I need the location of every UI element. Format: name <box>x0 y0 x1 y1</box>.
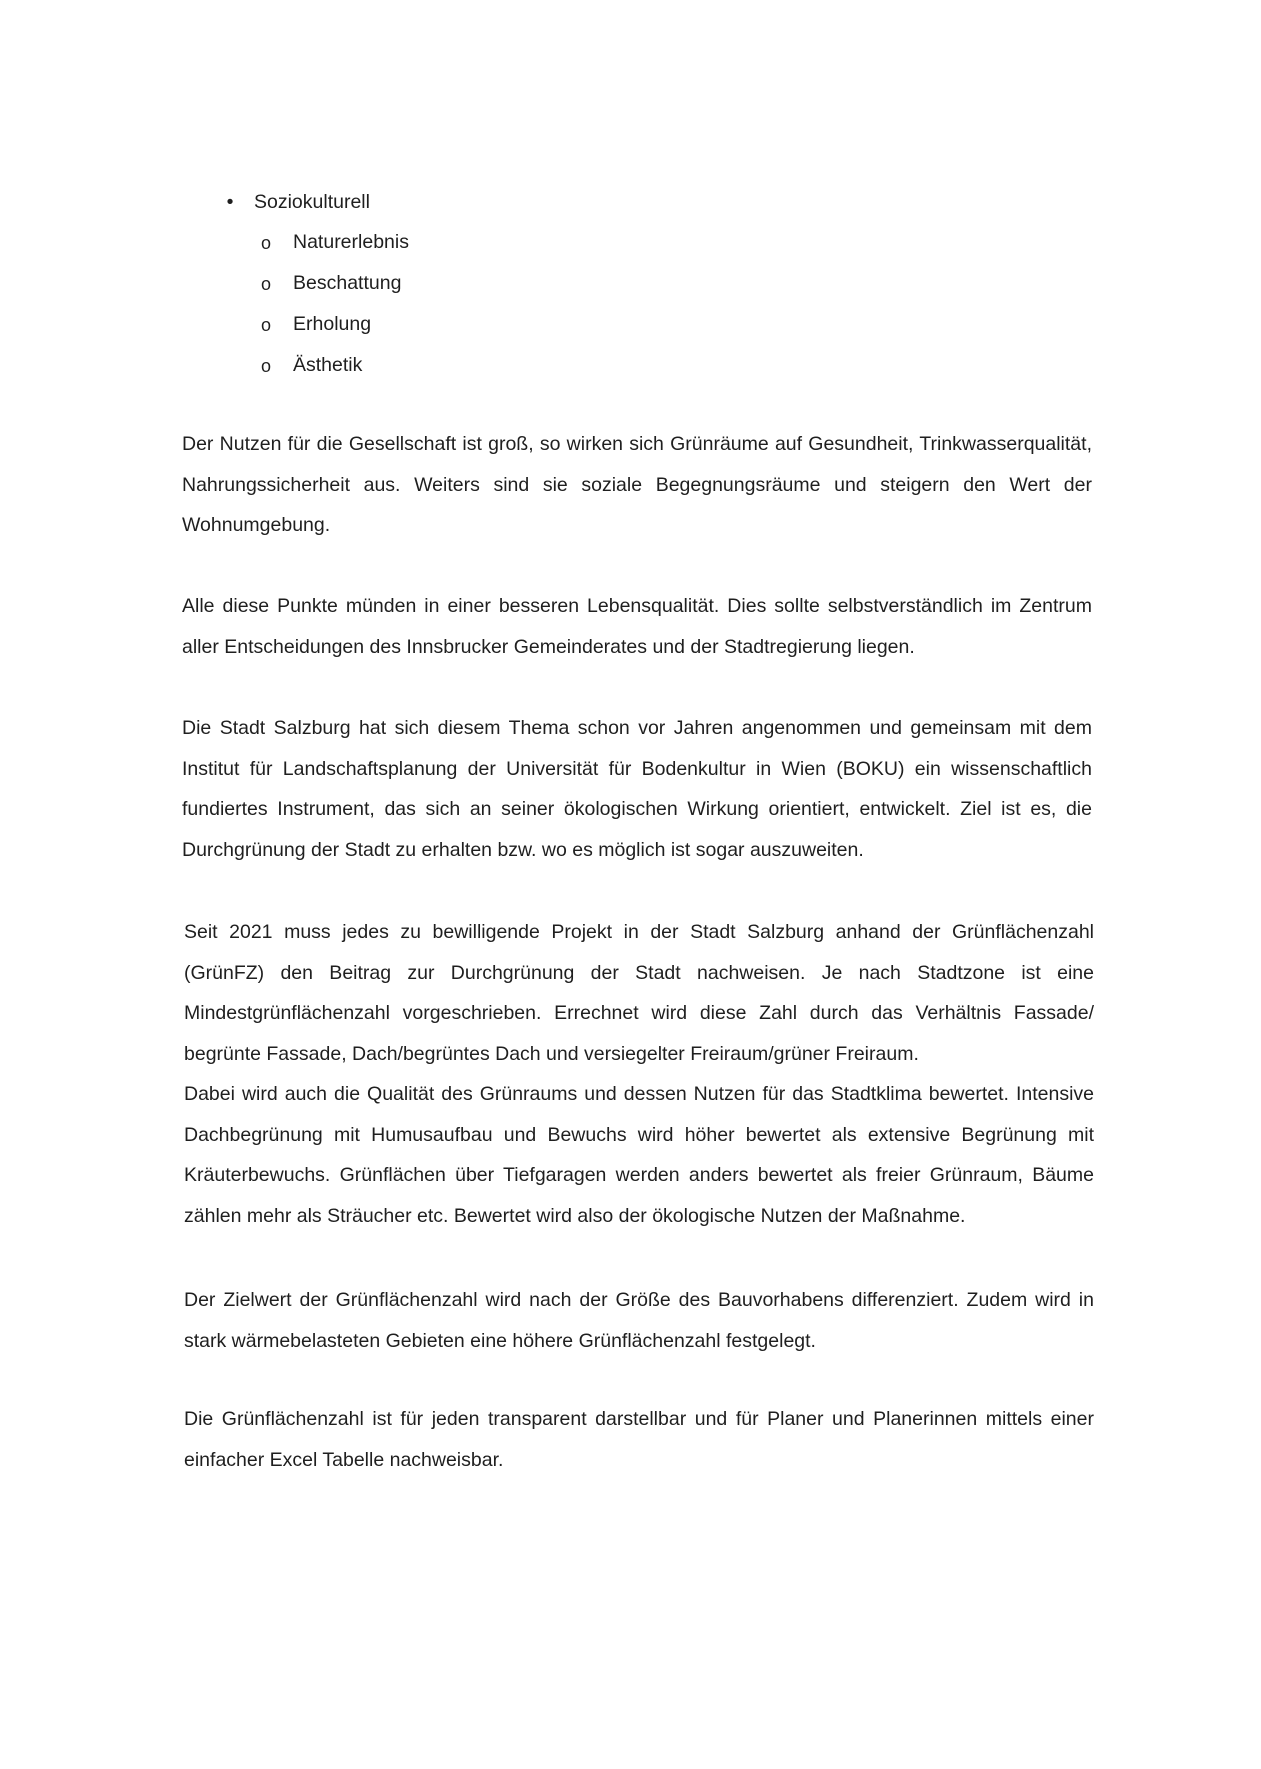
sub-list-item-label: Erholung <box>293 313 372 335</box>
list-item-label: Soziokulturell <box>254 191 370 213</box>
paragraph-zielwert: Der Zielwert der Grünflächenzahl wird nach der Größe des Bauvorhabens differenziert. Zudem wird in stark wärmebelasteten Gebieten eine höhere Grünflächenzahl festgelegt. <box>184 1289 1094 1352</box>
circle-bullet-icon: o <box>260 356 271 376</box>
sub-list-item-label: Ästhetik <box>293 354 363 376</box>
paragraph-nutzen: Der Nutzen für die Gesellschaft ist groß, so wirken sich Grünräume auf Gesundheit, Trinkwasserqualität, Nahrungssicherheit aus. Weiters sind sie soziale Begegnungsräume und steigern den Wert der Wohnumgebung. <box>182 433 1092 536</box>
bullet-dot-icon: • <box>226 191 234 213</box>
sub-list-item <box>258 351 442 379</box>
bullet-list <box>220 188 409 392</box>
paragraph-gruenfz: Seit 2021 muss jedes zu bewilligende Projekt in der Stadt Salzburg anhand der Grünflächenzahl (GrünFZ) den Beitrag zur Durchgrünung der Stadt nachweisen. Je nach Stadtzone ist eine Mindestgrünflächenzahl vorgeschrieben. Errechnet wird diese Zahl durch das Verhältnis Fassade/ begrünte Fassade, Dach/begrüntes Dach und versiegelter Freiraum/grüner Freiraum. <box>184 921 1094 1065</box>
paragraph-gruenfz-block <box>184 912 1094 1236</box>
sub-list-wrapper <box>220 228 409 379</box>
sub-list-item <box>258 228 442 256</box>
sub-list-item <box>258 310 442 338</box>
circle-bullet-icon: o <box>260 233 271 253</box>
list-item-soziokulturell <box>220 188 370 216</box>
sub-list-item-label: Beschattung <box>293 272 402 294</box>
sub-list-item <box>258 269 442 297</box>
sub-bullet-list <box>258 228 442 379</box>
sub-list-item-label: Naturerlebnis <box>293 231 409 253</box>
paragraph-bewertung: Dabei wird auch die Qualität des Grünraums und dessen Nutzen für das Stadtklima bewertet. Intensive Dachbegrünung mit Humusaufbau und Bewuchs wird höher bewertet als extensive Begrünung mit Kräuterbewuchs. Grünflächen über Tiefgaragen werden anders bewertet als freier Grünraum, Bäume zählen mehr als Sträucher etc. Bewertet wird also der ökologische Nutzen der Maßnahme. <box>184 1083 1094 1227</box>
paragraph-salzburg: Die Stadt Salzburg hat sich diesem Thema schon vor Jahren angenommen und gemeinsam mit dem Institut für Landschaftsplanung der Universität für Bodenkultur in Wien (BOKU) ein wissenschaftlich fundiertes Instrument, das sich an seiner ökologischen Wirkung orientiert, entwickelt. Ziel ist es, die Durchgrünung der Stadt zu erhalten bzw. wo es möglich ist sogar auszuweiten. <box>182 717 1092 861</box>
circle-bullet-icon: o <box>260 274 271 294</box>
circle-bullet-icon: o <box>260 315 271 335</box>
paragraph-excel: Die Grünflächenzahl ist für jeden transparent darstellbar und für Planer und Planerinnen mittels einer einfacher Excel Tabelle nachweisbar. <box>184 1408 1094 1471</box>
paragraph-lebensqualitaet: Alle diese Punkte münden in einer besseren Lebensqualität. Dies sollte selbstverständlich im Zentrum aller Entscheidungen des Innsbrucker Gemeinderates und der Stadtregierung liegen. <box>182 595 1092 658</box>
